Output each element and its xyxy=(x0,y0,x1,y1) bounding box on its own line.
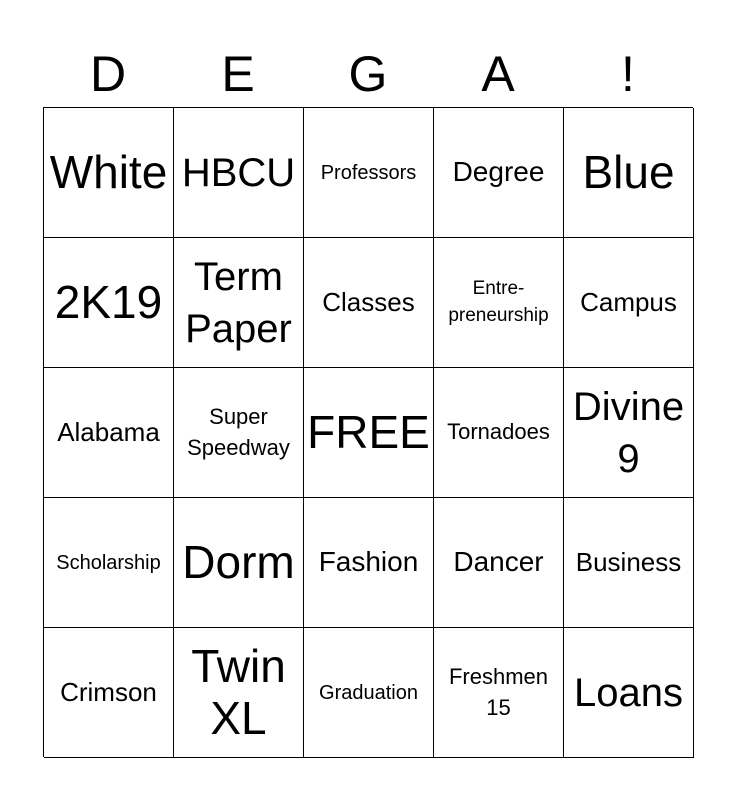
bingo-cell[interactable]: Term Paper xyxy=(174,238,304,368)
bingo-cell[interactable]: Twin XL xyxy=(174,628,304,758)
header-letter: A xyxy=(481,46,515,102)
bingo-cell[interactable]: Crimson xyxy=(44,628,174,758)
bingo-cell[interactable]: Campus xyxy=(564,238,694,368)
header-letter: E xyxy=(221,46,255,102)
header-letter: G xyxy=(348,46,388,102)
bingo-cell[interactable]: Dorm xyxy=(174,498,304,628)
bingo-cell[interactable]: Professors xyxy=(304,108,434,238)
bingo-cell[interactable]: Super Speedway xyxy=(174,368,304,498)
bingo-cell[interactable]: Freshmen 15 xyxy=(434,628,564,758)
bingo-cell[interactable]: White xyxy=(44,108,174,238)
bingo-cell-free[interactable]: FREE xyxy=(304,368,434,498)
bingo-board xyxy=(43,107,693,757)
bingo-cell[interactable]: Tornadoes xyxy=(434,368,564,498)
bingo-cell[interactable]: Entre- preneurship xyxy=(434,238,564,368)
bingo-cell[interactable]: Dancer xyxy=(434,498,564,628)
bingo-cell[interactable]: Alabama xyxy=(44,368,174,498)
bingo-cell[interactable]: Classes xyxy=(304,238,434,368)
bingo-cell[interactable]: HBCU xyxy=(174,108,304,238)
bingo-cell[interactable]: Fashion xyxy=(304,498,434,628)
header-letter: ! xyxy=(621,46,635,102)
bingo-cell[interactable]: Blue xyxy=(564,108,694,238)
header-letter: D xyxy=(89,46,127,102)
bingo-cell[interactable]: Business xyxy=(564,498,694,628)
bingo-cell[interactable]: 2K19 xyxy=(44,238,174,368)
bingo-cell[interactable]: Graduation xyxy=(304,628,434,758)
bingo-cell[interactable]: Degree xyxy=(434,108,564,238)
bingo-cell[interactable]: Scholarship xyxy=(44,498,174,628)
bingo-header xyxy=(43,40,693,108)
bingo-cell[interactable]: Divine 9 xyxy=(564,368,694,498)
bingo-cell[interactable]: Loans xyxy=(564,628,694,758)
